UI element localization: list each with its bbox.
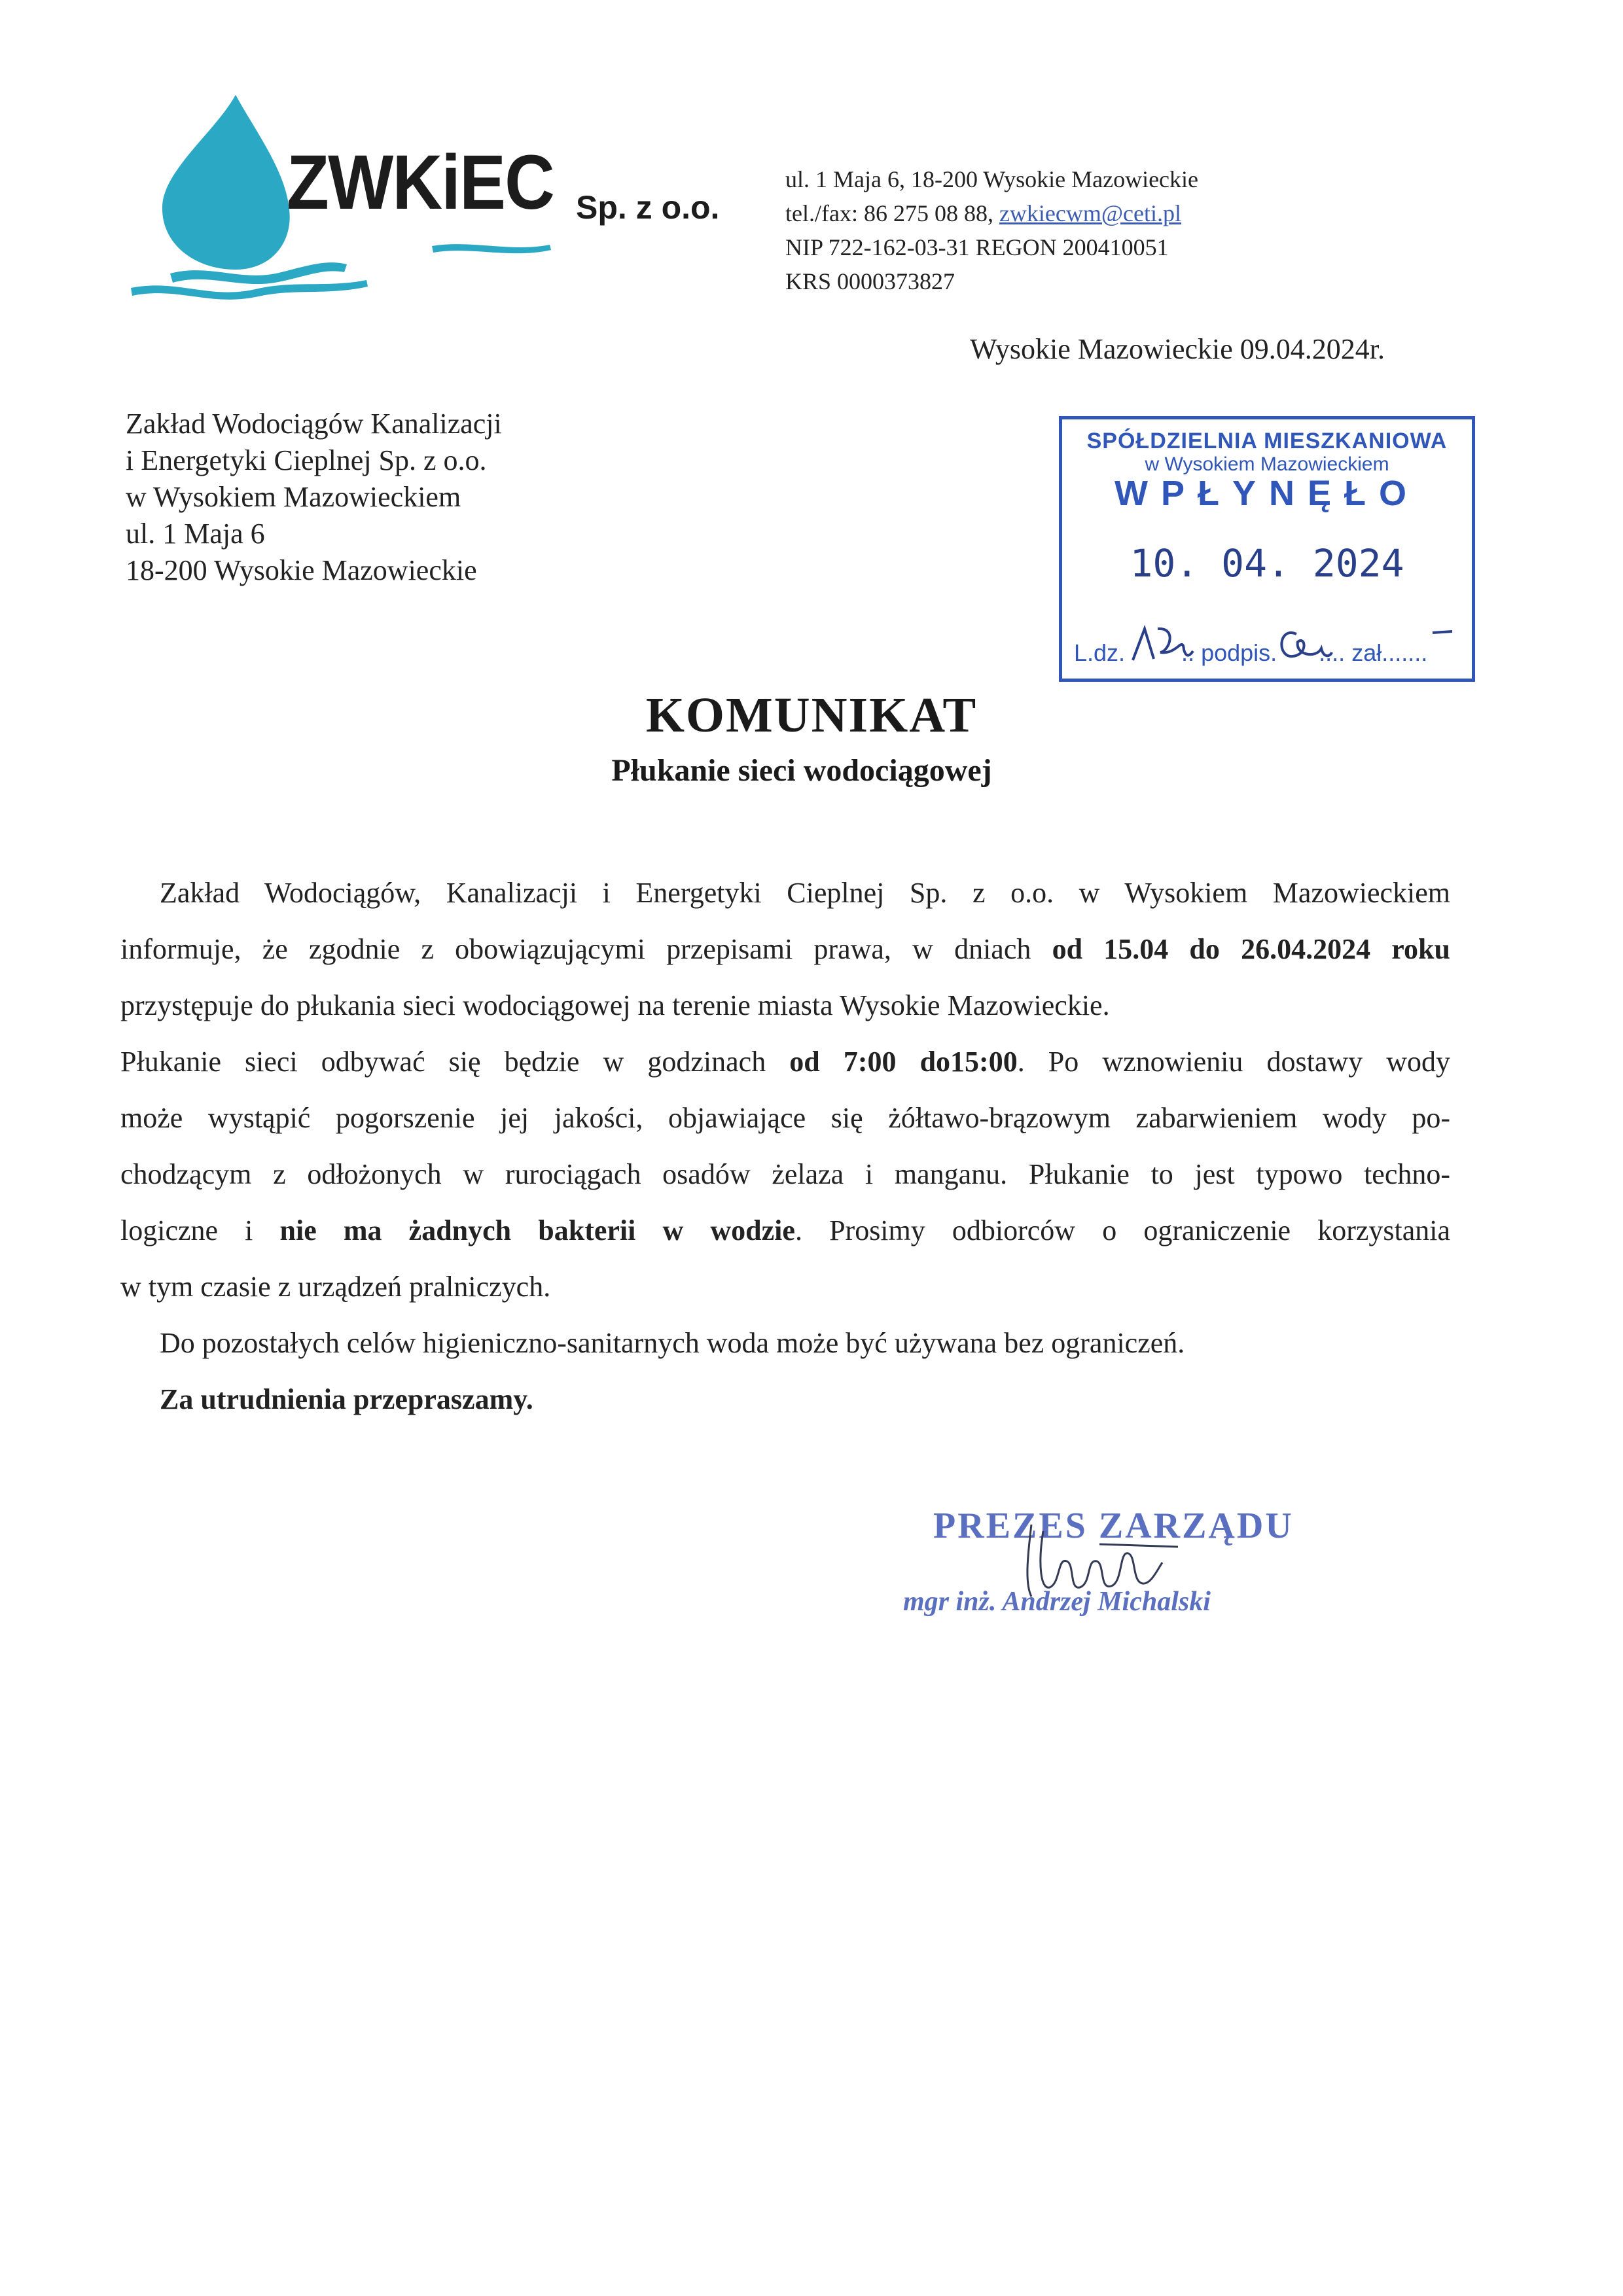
stamp-date: 10. 04. 2024 [1130,541,1404,586]
recipient-line: i Energetyki Cieplnej Sp. z o.o. [126,444,487,476]
stamp-fields: L.dz. .. podpis. .... zał....... [1074,639,1428,666]
company-contact-block [785,162,1198,298]
company-phone: tel./fax: 86 275 08 88, [785,200,999,226]
body-line: Zakład Wodociągów, Kanalizacji i Energetyki Cieplnej Sp. z o.o. w Wysokiem Mazowieckiem [160,877,1450,909]
body-line: w tym czasie z urządzeń pralniczych. [120,1271,551,1303]
stamp-organization: SPÓŁDZIELNIA MIESZKANIOWA [1086,429,1448,453]
page-subtitle: Płukanie sieci wodociągowej [611,753,992,788]
signature-name: mgr inż. Andrzej Michalski [903,1587,1211,1617]
company-krs: KRS 0000373827 [785,268,955,294]
received-stamp [1059,416,1475,682]
recipient-line: w Wysokiem Mazowieckiem [126,481,461,513]
closing-apology: Za utrudnienia przepraszamy. [160,1383,533,1415]
stamp-handwriting [1062,419,1478,685]
handwritten-signature [903,1498,1309,1642]
recipient-line: Zakład Wodociągów Kanalizacji [126,408,502,440]
date-range-highlight: od 15.04 do 26.04.2024 roku [1052,933,1450,965]
body-line: przystępuje do płukania sieci wodociągowej na terenie miasta Wysokie Mazowieckie. [120,989,1110,1021]
logo-suffix: Sp. z o.o. [576,189,720,226]
hours-highlight: od 7:00 do15:00 [789,1046,1018,1078]
body-line: informuje, że zgodnie z obowiązującymi przepisami prawa, w dniach od 15.04 do 26.04.2024 roku [120,933,1450,965]
page-title: KOMUNIKAT [645,688,978,743]
stamp-ldz-label: L.dz. [1074,639,1126,666]
body-line: chodzącym z odłożonych w rurociągach osadów żelaza i manganu. Płukanie to jest typowo techno- [120,1158,1450,1190]
announcement-body [120,865,1450,1428]
no-bacteria-highlight: nie ma żadnych bakterii w wodzie [279,1214,795,1246]
document-date: Wysokie Mazowieckie 09.04.2024r. [970,333,1385,365]
stamp-attachment-label: zał. [1351,639,1389,666]
body-line: Do pozostałych celów higieniczno-sanitarnych woda może być używana bez ograniczeń. [160,1327,1185,1359]
signature-block [903,1498,1309,1642]
signature-title: PREZES ZARZĄDU [933,1506,1294,1546]
company-phone-line [785,196,1198,230]
company-address: ul. 1 Maja 6, 18-200 Wysokie Mazowieckie [785,166,1199,192]
body-line: może wystąpić pogorszenie jej jakości, objawiające się żółtawo-brązowym zabarwieniem wody po- [120,1102,1450,1134]
body-line: logiczne i nie ma żadnych bakterii w wodzie. Prosimy odbiorców o ograniczenie korzystania [120,1214,1451,1246]
logo-name: ZWKiEC [287,139,554,226]
stamp-received-label: WPŁYNĘŁO [1115,474,1419,513]
recipient-line: ul. 1 Maja 6 [126,518,265,550]
body-line: Płukanie sieci odbywać się będzie w godzinach od 7:00 do15:00. Po wznowieniu dostawy wody [120,1046,1450,1078]
company-email-link[interactable]: zwkiecwm@ceti.pl [999,200,1182,226]
company-ids: NIP 722-162-03-31 REGON 200410051 [785,234,1169,260]
stamp-signature-label: podpis. [1201,639,1277,666]
recipient-line: 18-200 Wysokie Mazowieckie [126,554,477,586]
company-logo [131,92,720,301]
recipient-address [126,406,502,589]
stamp-location: w Wysokiem Mazowieckiem [1145,453,1389,475]
